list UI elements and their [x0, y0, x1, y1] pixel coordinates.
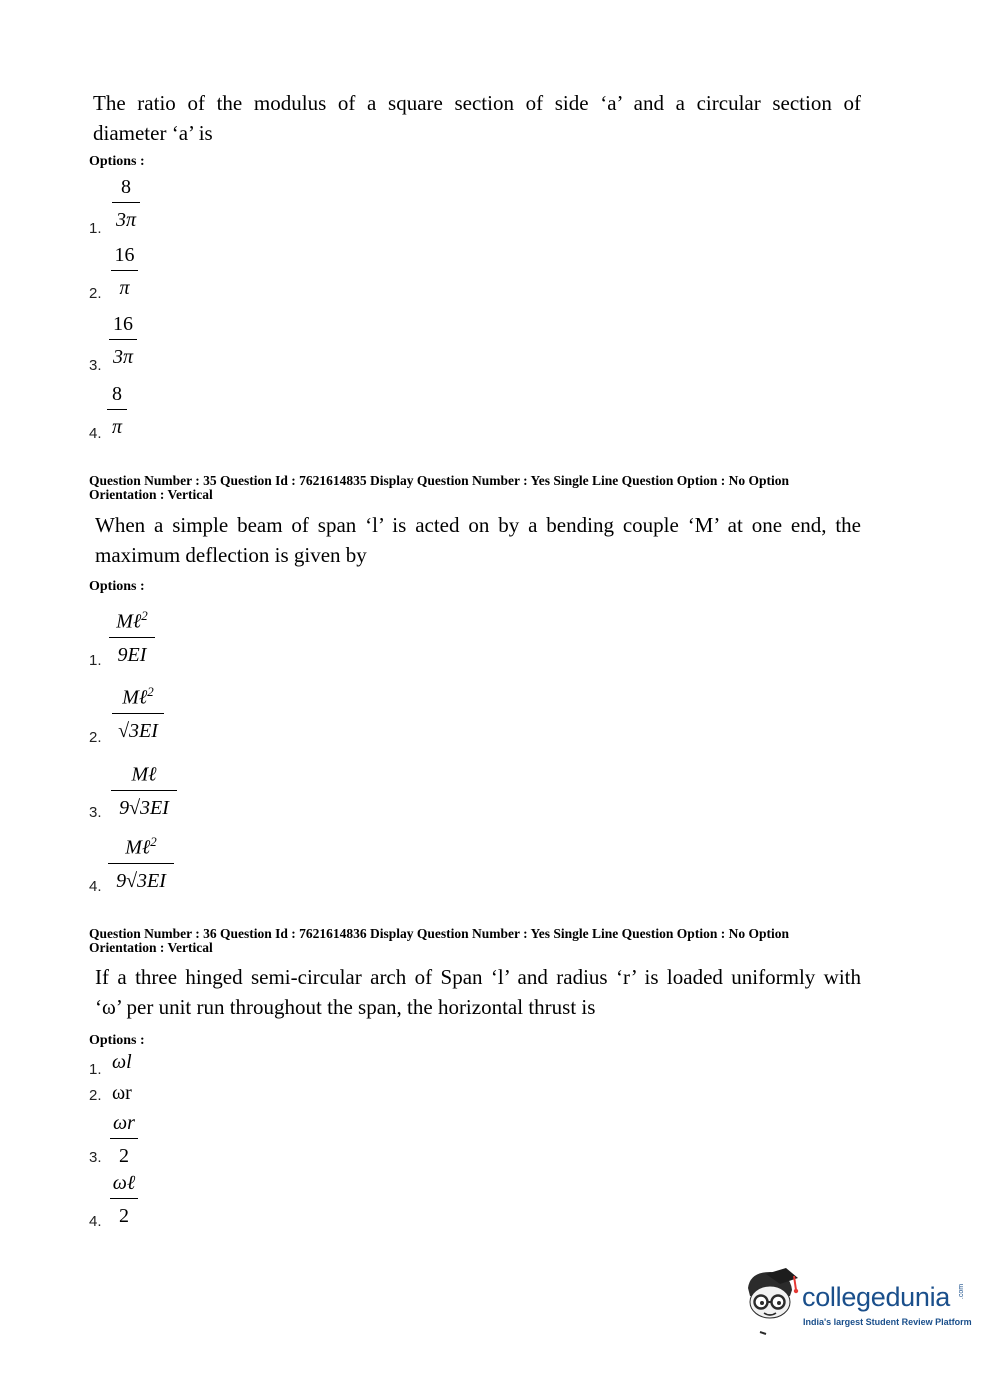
- q35-option-3-denominator: 9√3EI: [119, 796, 169, 819]
- q36-option-3-denominator: 2: [119, 1145, 129, 1167]
- question-34-text: [93, 88, 861, 148]
- q35-option-2-numerator: [112, 679, 164, 711]
- q36-option-3-number: 3.: [89, 1149, 102, 1166]
- q34-option-2-number: 2.: [89, 285, 102, 302]
- q36-option-3-numerator: ωr: [113, 1112, 135, 1134]
- q35-option-1-numerator: [109, 603, 155, 635]
- question-35-text: [95, 510, 861, 570]
- q34-option-3-number: 3.: [89, 357, 102, 374]
- q35-option-3-fraction: [111, 756, 177, 821]
- q35-option-4-denominator: 9√3EI: [116, 869, 166, 892]
- q35-option-4-numerator: [108, 829, 174, 861]
- q34-option-4-number: 4.: [89, 425, 102, 442]
- q35-option-4-numerator-base: Mℓ: [125, 836, 151, 859]
- fraction-bar: [111, 790, 177, 791]
- q35-option-1-fraction: [109, 603, 155, 668]
- question-36-line-1: If a three hinged semi-circular arch of Span ‘l’ and radius ‘r’ is loaded uniformly with: [95, 965, 861, 989]
- q34-option-2-numerator: 16: [114, 244, 135, 266]
- q34-option-3-numerator: 16: [113, 313, 133, 335]
- q35-option-1-exponent: 2: [141, 608, 148, 623]
- question-35-line-1: When a simple beam of span ‘l’ is acted on by a bending couple ‘M’ at one end, the: [95, 513, 861, 537]
- q36-option-1-number: 1.: [89, 1061, 102, 1078]
- q34-option-2-fraction: [111, 242, 138, 301]
- question-36-line-2: ‘ω’ per unit run throughout the span, the horizontal thrust is: [95, 995, 596, 1019]
- q35-option-2-fraction: [112, 679, 164, 744]
- question-35-meta-line-1: Question Number : 35 Question Id : 7621614835 Display Question Number : Yes Single Line Question Option : No Option: [89, 473, 789, 488]
- q34-option-1-denominator: 3π: [115, 209, 137, 231]
- q36-option-4-fraction: [110, 1170, 138, 1229]
- question-36-text: [95, 962, 861, 1022]
- q34-option-3-denominator: 3π: [112, 346, 134, 368]
- q36-option-1-value: ωl: [112, 1051, 132, 1073]
- mascot-icon: [740, 1266, 802, 1338]
- q36-options-label: Options :: [89, 1033, 145, 1048]
- brand-com: .com: [958, 1283, 966, 1300]
- question-34-line-2: diameter ‘a’ is: [93, 121, 213, 145]
- q35-option-3-number: 3.: [89, 804, 102, 821]
- fraction-bar: [107, 409, 127, 410]
- question-35-line-2: maximum deflection is given by: [95, 543, 367, 567]
- q34-option-4-numerator: 8: [112, 383, 122, 405]
- brand-name: collegedunia: [802, 1282, 951, 1312]
- collegedunia-logo: [740, 1266, 970, 1346]
- question-35-meta: [89, 474, 889, 502]
- fraction-bar: [112, 202, 140, 203]
- question-35-meta-line-2: Orientation : Vertical: [89, 487, 213, 502]
- q34-option-4-denominator: π: [111, 416, 123, 438]
- q35-option-2-exponent: 2: [147, 684, 154, 699]
- q35-option-1-denominator: 9EI: [117, 643, 147, 666]
- fraction-bar: [110, 1198, 138, 1199]
- q34-option-1-fraction: [112, 174, 140, 233]
- fraction-bar: [109, 637, 155, 638]
- q35-option-4-number: 4.: [89, 878, 102, 895]
- q35-option-2-number: 2.: [89, 729, 102, 746]
- fraction-bar: [109, 339, 137, 340]
- fraction-bar: [112, 713, 164, 714]
- q36-option-2-number: 2.: [89, 1087, 102, 1104]
- q34-option-4-fraction: [107, 381, 127, 440]
- question-34-line-1: The ratio of the modulus of a square section of side ‘a’ and a circular section of: [93, 91, 861, 115]
- q35-option-3-numerator: [111, 756, 177, 788]
- fraction-bar: [111, 270, 138, 271]
- q36-option-2-value: ωr: [112, 1082, 132, 1104]
- q36-option-4-numerator: ωℓ: [112, 1172, 136, 1194]
- q34-option-2-denominator: π: [119, 277, 130, 299]
- q35-option-2-denominator: √3EI: [118, 719, 158, 742]
- q35-option-1-numerator-base: Mℓ: [116, 610, 142, 633]
- q34-options-label: Options :: [89, 154, 145, 169]
- q35-options-label: Options :: [89, 579, 145, 594]
- brand-tagline: India's largest Student Review Platform: [803, 1317, 972, 1327]
- q34-option-1-numerator: 8: [121, 176, 131, 198]
- q35-option-2-numerator-base: Mℓ: [122, 686, 148, 709]
- q36-option-4-denominator: 2: [119, 1205, 129, 1227]
- fraction-bar: [108, 863, 174, 864]
- q35-option-3-numerator-base: Mℓ: [131, 763, 157, 786]
- fraction-bar: [110, 1138, 138, 1139]
- question-36-meta-line-1: Question Number : 36 Question Id : 7621614836 Display Question Number : Yes Single Line Question Option : No Option: [89, 926, 789, 941]
- question-36-meta-line-2: Orientation : Vertical: [89, 940, 213, 955]
- q34-option-3-fraction: [109, 311, 137, 370]
- q36-option-4-number: 4.: [89, 1213, 102, 1230]
- q36-option-3-fraction: [110, 1110, 138, 1169]
- q35-option-4-fraction: [108, 829, 174, 894]
- q35-option-1-number: 1.: [89, 652, 102, 669]
- q35-option-4-exponent: 2: [150, 834, 157, 849]
- q34-option-1-number: 1.: [89, 220, 102, 237]
- question-36-meta: [89, 927, 889, 955]
